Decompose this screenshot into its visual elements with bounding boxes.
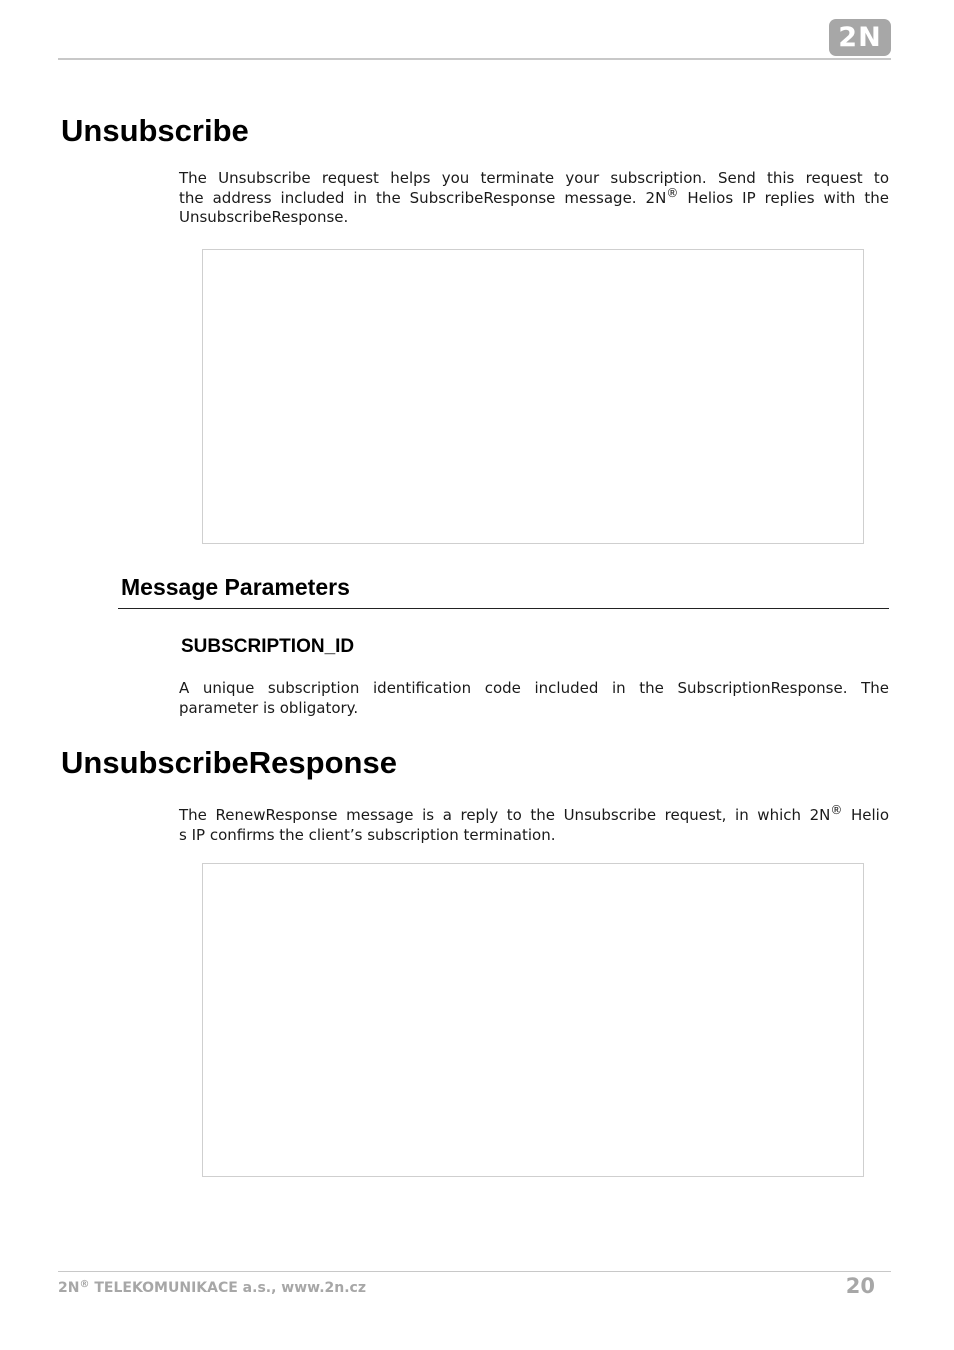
footer-registered-mark: ® <box>79 1279 90 1290</box>
message-parameters-rule <box>118 608 889 609</box>
footer-company-prefix: 2N <box>58 1280 80 1296</box>
unsubscribe-intro-line-2-b: Helios IP replies with the <box>678 188 889 207</box>
unsubscribe-intro-line-2 <box>179 185 889 209</box>
subscription-id-description <box>179 679 889 718</box>
unsubscribe-intro <box>179 169 889 228</box>
registered-mark: ® <box>830 803 843 817</box>
unsubscribe-response-intro-line-2: s IP confirms the client’s subscription termination. <box>179 825 556 844</box>
section-title-unsubscribe: Unsubscribe <box>61 113 249 148</box>
page-number: 20 <box>845 1274 875 1298</box>
subscription-id-description-line-1: A unique subscription identification code included in the SubscriptionResponse. The <box>179 679 889 697</box>
unsubscribe-intro-line-1: The Unsubscribe request helps you terminate your subscription. Send this request to <box>179 169 889 187</box>
unsubscribe-response-intro-line-1-a: The RenewResponse message is a reply to the Unsubscribe request, in which 2N <box>179 806 831 824</box>
subscription-id-description-line-2: parameter is obligatory. <box>179 698 359 717</box>
section-title-message-parameters: Message Parameters <box>121 574 350 600</box>
unsubscribe-example-frame <box>202 249 864 544</box>
registered-mark: ® <box>666 185 679 200</box>
unsubscribe-response-intro-line-1 <box>179 803 889 826</box>
section-title-unsubscribe-response: UnsubscribeResponse <box>61 745 397 780</box>
unsubscribe-intro-line-2-a: the address included in the SubscribeResponse message. 2N <box>179 188 667 207</box>
2n-logo: 2N <box>829 19 891 56</box>
footer-company-rest: TELEKOMUNIKACE a.s., www.2n.cz <box>89 1280 366 1296</box>
header-rule <box>58 58 891 60</box>
unsubscribe-intro-line-3: UnsubscribeResponse. <box>179 208 349 226</box>
footer-company <box>58 1279 366 1297</box>
parameter-name-subscription-id: SUBSCRIPTION_ID <box>181 636 355 657</box>
unsubscribe-response-intro-line-1-b: Helio <box>842 806 889 824</box>
unsubscribe-response-intro <box>179 803 889 845</box>
unsubscribe-response-example-frame <box>202 863 864 1177</box>
footer-rule <box>58 1271 891 1272</box>
